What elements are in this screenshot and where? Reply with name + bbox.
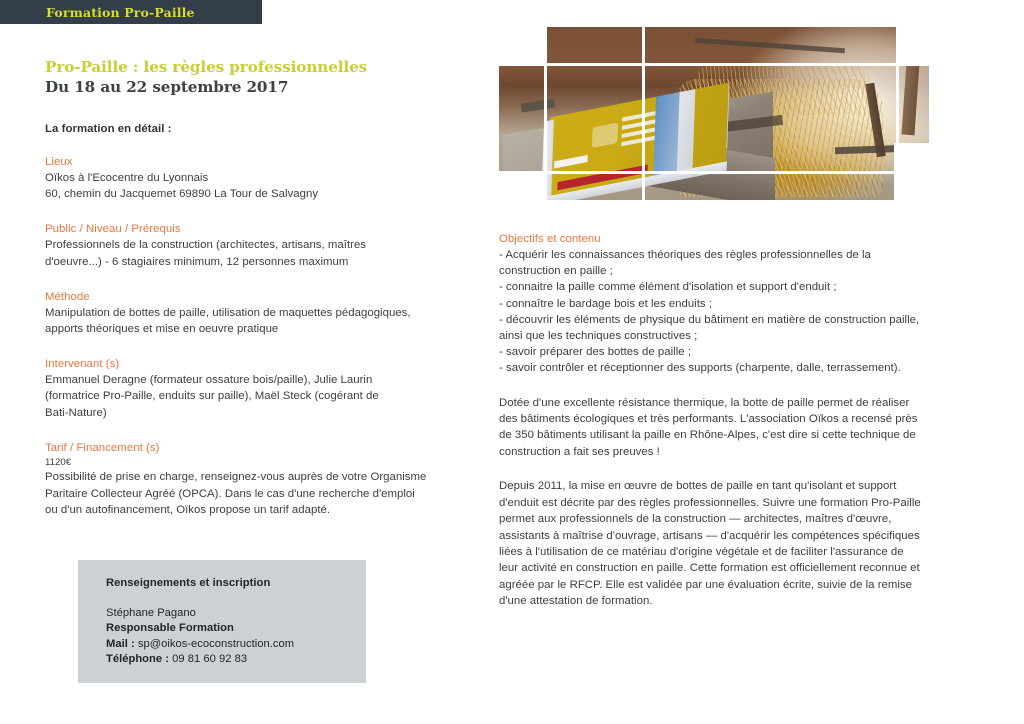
text-line: Possibilité de prise en charge, renseignez-vous auprès de votre Organisme <box>45 471 427 484</box>
text-line: d'enduit est décrite par des règles professionnelles. Suivre une formation Pro-Paille <box>499 496 921 509</box>
text-line: Oïkos à l'Ecocentre du Lyonnais <box>45 171 209 184</box>
text-line: Professionnels de la construction (architectes, artisans, maîtres <box>45 239 367 252</box>
left-content-column <box>45 58 465 518</box>
objective-line: - connaitre la paille comme élément d'isolation et support d'enduit ; <box>499 281 837 294</box>
text-line: agréée par le RFCP. Elle est validée par une évaluation écrite, suivie de la remise <box>499 578 913 591</box>
section-lieux-heading: Lieux <box>45 155 73 168</box>
objective-line: - connaître le bardage bois et les enduits ; <box>499 297 713 310</box>
objective-line: construction en paille ; <box>499 265 613 278</box>
contact-box-title: Renseignements et inscription <box>106 577 271 589</box>
text-line: d'une attestation de formation. <box>499 595 653 608</box>
contact-person-role: Responsable Formation <box>106 622 234 635</box>
photo-grid-line-horizontal <box>894 143 966 146</box>
photo-grid-line-vertical <box>544 27 547 200</box>
paragraph-reglementation <box>499 478 971 609</box>
text-line: construction a fait ses preuves ! <box>499 445 660 458</box>
right-content-column <box>499 232 971 610</box>
contact-box-details <box>106 606 366 668</box>
section-tarif-financement <box>45 441 465 518</box>
text-line: apports théoriques et mise en oeuvre pratique <box>45 322 279 335</box>
section-methode <box>45 290 465 337</box>
photo-grid-line-vertical <box>929 27 933 200</box>
contact-mail-value[interactable]: sp@oikos-ecoconstruction.com <box>137 637 295 650</box>
section-intervenants <box>45 357 465 421</box>
contact-person-name: Stéphane Pagano <box>106 607 196 619</box>
straw-bale-photo <box>499 27 966 200</box>
objectifs-list <box>499 247 971 377</box>
section-methode-heading: Méthode <box>45 290 90 303</box>
photo-mask <box>499 173 544 200</box>
text-line: Emmanuel Deragne (formateur ossature bois/paille), Julie Laurin <box>45 374 373 387</box>
photo-grid-line-horizontal <box>499 63 966 66</box>
text-line: Paritaire Collecteur Agréé (OPCA). Dans le cas d'une recherche d'emploi <box>45 487 415 500</box>
text-line: leur activité en construction en paille. Cette formation est officiellement reconnue et <box>499 562 920 575</box>
objectifs-heading: Objectifs et contenu <box>499 233 601 245</box>
text-line: Bati-Nature) <box>45 406 107 419</box>
section-tarif-heading: Tarif / Financement (s) <box>45 441 160 454</box>
page-title: Pro-Paille : les règles professionnelles <box>45 58 368 76</box>
ribbon-label: Formation Pro-Paille <box>46 5 195 20</box>
text-line: de 350 bâtiments utilisant la paille en Rhône-Alpes, c'est dire si cette technique de <box>499 429 916 442</box>
text-line: 60, chemin du Jacquemet 69890 La Tour de Salvagny <box>45 188 319 201</box>
header-ribbon <box>0 0 262 24</box>
text-line: assistants à maîtrise d'ouvrage, artisans — d'acquérir les compétences spécifiques <box>499 529 920 542</box>
section-public-body <box>45 237 465 269</box>
text-line: (formatrice Pro-Paille, enduits sur paille), Maël Steck (cogérant de <box>45 390 379 403</box>
text-line: permet aux professionnels de la construction — architectes, maîtres d'œuvre, <box>499 513 892 526</box>
contact-info-box <box>78 560 366 683</box>
tarif-price-value: 1120€ <box>45 456 72 468</box>
text-line: des bâtiments écologiques et très performants. L'association Oïkos a recensé près <box>499 412 918 425</box>
photo-mask <box>942 27 966 200</box>
objective-line: - Acquérir les connaissances théoriques des règles professionnelles de la <box>499 249 871 262</box>
booklet-page-white <box>677 89 695 172</box>
section-intervenants-heading: Intervenant (s) <box>45 358 120 371</box>
section-methode-body <box>45 305 465 337</box>
photo-grid-line-vertical <box>896 27 899 200</box>
paragraph-thermique <box>499 395 971 461</box>
objective-line: ainsi que les techniques constructives ; <box>499 329 698 342</box>
page-subtitle: Du 18 au 22 septembre 2017 <box>45 78 289 97</box>
photo-grid-line-vertical <box>642 27 645 200</box>
photo-mask <box>499 27 544 65</box>
section-lieux-body <box>45 170 465 202</box>
objective-line: - savoir préparer des bottes de paille ; <box>499 346 692 359</box>
text-line: Depuis 2011, la mise en œuvre de bottes de paille en tant qu'isolant et support <box>499 480 897 493</box>
objective-line: - découvrir les éléments de physique du bâtiment en matière de construction paille, <box>499 313 920 326</box>
contact-phone-label: Téléphone : <box>106 653 169 666</box>
text-line: liées à l'utilisation de ce matériau d'origine végétale et de faciliter l'assurance de <box>499 545 904 558</box>
contact-mail-label: Mail : <box>106 637 135 650</box>
section-tarif-body <box>45 469 465 518</box>
detail-intro-label: La formation en détail : <box>45 122 172 135</box>
text-line: Dotée d'une excellente résistance thermique, la botte de paille permet de réaliser <box>499 396 910 409</box>
text-line: d'oeuvre...) - 6 stagiaires minimum, 12 personnes maximum <box>45 255 349 268</box>
contact-phone-value: 09 81 60 92 83 <box>172 653 248 666</box>
section-public-heading: Public / Niveau / Prérequis <box>45 223 181 236</box>
section-intervenants-body <box>45 372 465 421</box>
photo-grid-line-horizontal <box>499 171 899 174</box>
objective-line: - savoir contrôler et réceptionner des supports (charpente, dalle, terrassement). <box>499 362 901 375</box>
section-public-niveau-prerequis <box>45 222 465 269</box>
section-lieux <box>45 155 465 202</box>
text-line: Manipulation de bottes de paille, utilisation de maquettes pédagogiques, <box>45 306 411 319</box>
text-line: ou d'un autofinancement, Oïkos propose un tarif adapté. <box>45 503 331 516</box>
